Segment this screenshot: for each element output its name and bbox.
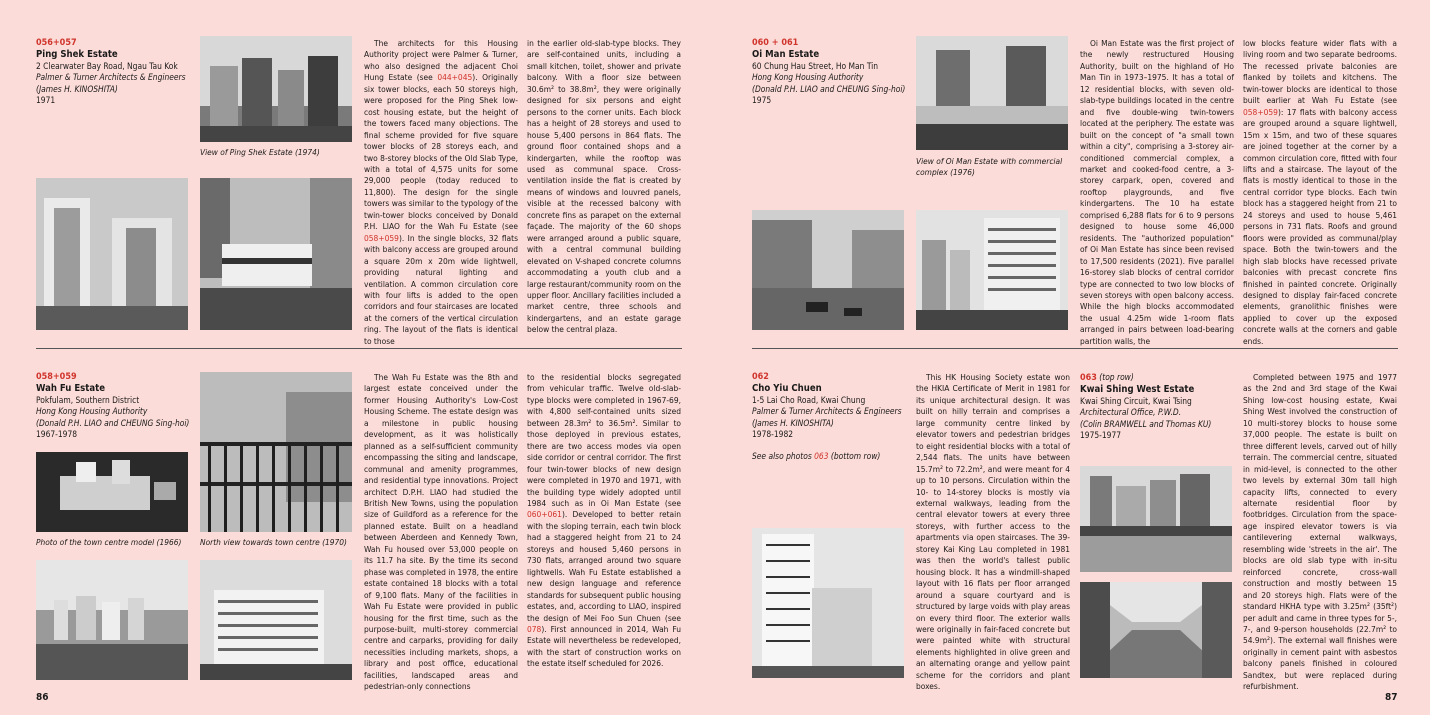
ping-shek-towers-photo: [36, 178, 188, 330]
entry-year: 1971: [36, 95, 56, 106]
entry-architect-names: (James H. KINOSHITA): [752, 417, 834, 428]
entry-year: 1967-1978: [36, 429, 78, 440]
oi-man-text-col2: low blocks feature wider flats with a living room and two separate bedrooms. The recessed private balconies are flanked by toilets and kitchens. The twin-tower blocks are identical to those built earlier at Wah Fu Estate (see 058+059): 17 flats with balcony access are grouped around a square lightwell, 15m x 15m, and two of these squares are joined together at the corner by a common circulation core, fitted with four lifts and a staircase. The layout of the flats is mostly identical to those in the central corridor type blocks. Each twin block has a staggered height from 21 to 24 storeys and used to house 5,461 persons in 731 flats. Roofs and ground floors were provided as communal/play space. Both the twin-towers and the high slab blocks have recessed private balconies with precast concrete fins finished in painted concrete. Originally designed to display fair-faced concrete elements, granolithic finishes were applied to cover up the exposed concrete walls at the corners and gable ends.: [1243, 38, 1397, 346]
entry-architect-names: (Donald P.H. LIAO and CHEUNG Sing-hoi): [752, 83, 906, 94]
kwai-shing-estate-photo: [1080, 466, 1232, 572]
entry-code: 056+057: [36, 38, 77, 48]
ping-shek-view-photo: [200, 36, 352, 142]
entry-title: Cho Yiu Chuen: [752, 383, 822, 395]
entry-code: 060 + 061: [752, 38, 799, 48]
wah-fu-caption-1: Photo of the town centre model (1966): [36, 537, 182, 547]
entry-architect: Hong Kong Housing Authority: [752, 72, 864, 83]
entry-architect-names: (Donald P.H. LIAO and CHEUNG Sing-hoi): [36, 417, 190, 428]
ping-shek-info: [36, 38, 196, 106]
kwai-shing-text: Completed between 1975 and 1977 as the 2nd and 3rd stage of the Kwai Shing low-cost housing estate, Kwai Shing West involved the construction of 10 multi-storey blocks to house some 37,000 people. The estate is built on three different levels, carved out of hilly terrain. The commercial centre, situated in mid-level, is connected to the other two levels by external 30m tall high capacity lifts, connected to every alternate residential floor by footbridges. Circulation from the space-age inspired elevator towers is via cantilevering external walkways, resembling wide 'streets in the air'. The blocks are old slab type with in-situ reinforced concrete, cross-wall construction and mostly between 15 and 20 storeys high. Flats were of the standard HKHA type with 3.25m² (35ft²) per adult and came in three types for 5-, 7-, and 9-person households (22.7m² to 54.9m²). The external wall finishes were originally in cement paint with asbestos balcony panels finished in coloured Sandtex, but were replaced during refurbishment.: [1243, 372, 1397, 692]
oi-man-info: [752, 38, 912, 106]
kwai-shing-info: 063 (top row) Kwai Shing West Estate Kwai Shing Circuit, Kwai Tsing Architectural Office, P.W.D. (Colin BRAMWELL and Thomas KU) 1975-1977: [1080, 372, 1240, 441]
entry-architect-names: (Colin BRAMWELL and Thomas KU): [1080, 418, 1212, 429]
entry-architect-names: (James H. KINOSHITA): [36, 83, 118, 94]
wah-fu-north-photo: [200, 372, 352, 532]
oi-man-caption: View of Oi Man Estate with commercial complex (1976): [916, 156, 1063, 177]
wah-fu-slab-photo: [200, 560, 352, 680]
entry-address: 60 Chung Hau Street, Ho Man Tin: [752, 60, 879, 71]
wah-fu-caption-2: North view towards town centre (1970): [200, 537, 347, 547]
entry-address: 2 Clearwater Bay Road, Ngau Tau Kok: [36, 60, 178, 71]
cho-yiu-tower-photo: [752, 528, 904, 678]
ping-shek-text-col1: The architects for this Housing Authority project were Palmer & Turner, who also designed the adjacent Choi Hung Estate (see 044+045). Originally six tower blocks, each 50 storeys high, were proposed for the Ping Shek low-cost housing estate, but the height of the towers faced many objections. The final scheme provided for five square tower blocks of 28 storeys each, and two 8-storey blocks of the Old Slab Type, with a total of 4,575 units for some 29,000 people (today reduced to 11,800). The design for the single towers was similar to the typology of the twin-tower blocks conceived by Donald P.H. LIAO for the Wah Fu Estate (see 058+059). In the single blocks, 32 flats with balcony access are grouped around a square 20m x 20m wide lightwell, providing natural lighting and ventilation. A common circulation core with four lifts is added to the open corridors and four staircases are located at the corners of the vertical circulation ring. The layout of the flats is identical to those: [364, 38, 518, 346]
entry-address: Kwai Shing Circuit, Kwai Tsing: [1080, 395, 1192, 406]
entry-architect: Architectural Office, P.W.D.: [1080, 407, 1182, 418]
entry-title: Wah Fu Estate: [36, 383, 106, 395]
entry-year: 1978-1982: [752, 429, 794, 440]
entry-year: 1975-1977: [1080, 430, 1122, 441]
ping-shek-text-col2: in the earlier old-slab-type blocks. They are self-contained units, including a small kitchen, toilet, shower and private balcony. With a floor size between 30.6m² to 38.8m², they were originally designed for six persons and eight persons to the corner units. Each block has a height of 28 storeys and used to house 5,400 persons in 864 flats. The ground floor contained shops and a kindergarten, while the rooftop was used as communal space. Cross-ventilation inside the flat is created by means of windows and louvred panels, visible at the recessed balcony with concrete fins as parapet on the external façade. The majority of the 60 shops were arranged around a public square, with a central communal building elevated on V-shaped concrete columns accommodating a youth club and a large restaurant/community room on the upper floor. Ancillary facilities included a market centre, three schools and kindergartens, and an estate garage below the central plaza.: [527, 38, 681, 335]
entry-code: 058+059: [36, 372, 77, 382]
entry-architect: Palmer & Turner Architects & Engineers: [752, 406, 902, 417]
wah-fu-text-col2: to the residential blocks segregated from vehicular traffic. Twelve old-slab-type blocks were completed in 1967-69, with 4,800 self-contained units sized between 28.3m² to 36.5m². Similar to those deployed in previous estates, there are two access modes via open side corridor or central corridor. The first four twin-tower blocks of new design were completed in 1970 and 1971, with the building type widely adopted until 1984 such as in Oi Man Estate (see 060+061). Developed to better retain with the sloping terrain, each twin block had a staggered height from 21 to 24 storeys and housed 5,460 persons in 730 flats, arranged around two square lightwells. Wah Fu Estate established a new design language and reference standards for subsequent public housing estates, and, according to LIAO, inspired the design of Mei Foo Sun Chuen (see 078). First announced in 2014, Wah Fu Estate will nevertheless be redeveloped, with the start of construction works on the estate itself scheduled for 2026.: [527, 372, 681, 669]
entry-address: 1-5 Lai Cho Road, Kwai Chung: [752, 394, 866, 405]
see-also-link: 063: [814, 451, 829, 462]
wah-fu-model-photo: [36, 452, 188, 532]
entry-title: Oi Man Estate: [752, 49, 820, 61]
entry-architect: Hong Kong Housing Authority: [36, 406, 148, 417]
entry-year: 1975: [752, 95, 772, 106]
oi-man-street-photo: [752, 210, 904, 330]
oi-man-commercial-photo: [916, 36, 1068, 150]
entry-architect: Palmer & Turner Architects & Engineers: [36, 72, 186, 83]
divider: [752, 348, 1398, 349]
entry-title: Kwai Shing West Estate: [1080, 384, 1195, 396]
wah-fu-panorama-photo: [36, 560, 188, 680]
entry-code: 063: [1080, 373, 1097, 383]
page-number-right: 87: [1385, 692, 1398, 703]
wah-fu-info: [36, 372, 196, 440]
oi-man-blocks-photo: [916, 210, 1068, 330]
kwai-shing-walkway-photo: [1080, 582, 1232, 678]
ping-shek-plaza-photo: [200, 178, 352, 330]
page-number-left: 86: [36, 692, 49, 703]
entry-address: Pokfulam, Southern District: [36, 394, 140, 405]
divider: [36, 348, 682, 349]
entry-code: 062: [752, 372, 769, 382]
wah-fu-text-col1: The Wah Fu Estate was the 8th and largest estate conceived under the former Housing Authority's Low-Cost Housing Scheme. The estate design was a milestone in public housing development, as it was holistically planned as a self-sufficient community encompassing the siting and landscape, communal and amenity programmes, and residential type innovations. Project architect D.P.H. LIAO had studied the British New Towns, using the population size of Guildford as a reference for the planned estate. Built on a headland between Aberdeen and Kennedy Town, Wah Fu housed over 53,000 people on its 11.7 ha site. By the time its second phase was completed in 1978, the entire estate contained 18 blocks with a total of 9,100 flats. Many of the facilities in Wah Fu Estate were provided in public housing for the first time, such as the purpose-built, multi-storey commercial centre and carparks, providing for daily necessities including markets, shops, a library and post office, educational facilities, landscaped areas and pedestrian-only connections: [364, 372, 519, 692]
cho-yiu-text: This HK Housing Society estate won the HKIA Certificate of Merit in 1981 for its unique architectural design. It was built on hilly terrain and comprises a large community centre linked by elevator towers and pedestrian bridges to eight residential blocks with a total of 2,544 flats. The units have between 15.7m² to 72.2m², and were meant for 4 up to 10 persons. Circulation within the 10- to 14-storey blocks is mostly via external walkways, leading from the central elevator towers at every three storeys, with further access to the apartments via open staircases. The 39-storey Kai King Lau completed in 1981 was then the world's tallest public housing block. It has a windmill-shaped layout with 16 flats per floor arranged around a square courtyard and is structured by large voids with play areas on every third floor. The exterior walls were originally in fair-faced concrete but were painted white with structural elements highlighted in olive green and an alternating orange and yellow paint scheme for the corridors and plant boxes.: [916, 372, 1070, 692]
entry-title: Ping Shek Estate: [36, 49, 118, 61]
oi-man-text-col1: Oi Man Estate was the first project of the newly restructured Housing Authority, built on the highland of Ho Man Tin in 1973–1975. It has a total of 12 residential blocks, with seven old-slab-type buildings located in the centre and five double-wing twin-towers located at the periphery. The estate was built on the concept of "a small town within a city", comprising a 3-storey air-conditioned commercial complex, a market and cooked-food centre, a 3-storey carpark, open, covered and rooftop playgrounds, and five kindergartens. The 10 ha estate comprised 6,288 flats for 6 to 9 persons designed to house some 46,000 residents. The "authorized population" of Oi Man Estate has since been revised to 17,500 residents (2021). Five parallel 16-storey slab blocks of central corridor type are connected to two low blocks of seven storeys with open balcony access. While the high blocks accommodated the usual 4.25m wide 1-room flats arranged in pairs between load-bearing partition walls, the: [1080, 38, 1234, 346]
cho-yiu-info: 062 Cho Yiu Chuen 1-5 Lai Cho Road, Kwai Chung Palmer & Turner Architects & Engineers (James H. KINOSHITA) 1978-1982 See also photos 063 (bottom row): [752, 372, 912, 463]
ping-shek-caption: View of Ping Shek Estate (1974): [200, 147, 320, 157]
